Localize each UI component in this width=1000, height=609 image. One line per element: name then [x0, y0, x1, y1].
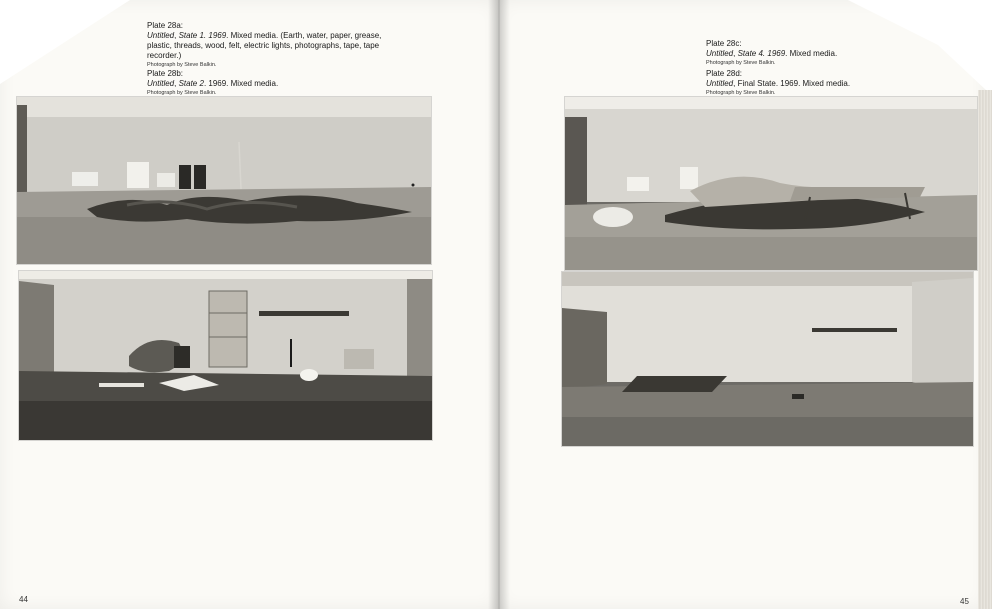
work-description: . Mixed media. (Earth, water, paper, grease, plastic, threads, wood, felt, electric lights, photographs, tape, tape recorder.)	[147, 31, 382, 60]
work-description: . 1969. Mixed media.	[775, 79, 851, 88]
work-state: State 4. 1969	[737, 49, 786, 58]
page-edges	[978, 90, 992, 609]
caption-plate-28d	[706, 69, 926, 97]
plate-description: Untitled, State 4. 1969. Mixed media.	[706, 49, 838, 58]
gallery-photo-state-2	[19, 271, 432, 440]
photo-plate-28c	[565, 97, 977, 270]
work-description: . 1969. Mixed media.	[203, 79, 279, 88]
photo-plate-28d	[562, 272, 973, 446]
work-state: Final State	[737, 79, 776, 88]
caption-plate-28c	[706, 39, 926, 67]
plate-description: Untitled, Final State. 1969. Mixed media.	[706, 79, 851, 88]
gallery-photo-final-state	[562, 272, 973, 446]
work-description: . Mixed media.	[785, 49, 838, 58]
photo-credit: Photograph by Steve Balkin.	[706, 60, 776, 66]
book-gutter	[488, 0, 510, 609]
page-number-left: 44	[19, 595, 28, 604]
page-number-right: 45	[960, 597, 969, 606]
work-title: Untitled	[706, 79, 734, 88]
caption-plate-28b	[147, 69, 382, 97]
gallery-photo-state-1	[17, 97, 431, 264]
gallery-photo-state-4	[565, 97, 977, 270]
plate-label: Plate 28a:	[147, 21, 184, 30]
plate-label: Plate 28c:	[706, 39, 742, 48]
photo-plate-28a	[17, 97, 431, 264]
plate-description: Untitled, State 1. 1969. Mixed media. (Earth, water, paper, grease, plastic, threads, wood, felt, electric lights, photographs, tape, tape recorder.)	[147, 31, 382, 60]
plate-label: Plate 28d:	[706, 69, 743, 78]
photo-credit: Photograph by Steve Balkin.	[147, 62, 217, 68]
photo-credit: Photograph by Steve Balkin.	[706, 90, 776, 96]
work-state: State 1. 1969	[178, 31, 227, 40]
caption-plate-28a	[147, 21, 382, 69]
work-title: Untitled	[147, 79, 175, 88]
plate-description: Untitled, State 2. 1969. Mixed media.	[147, 79, 279, 88]
photo-credit: Photograph by Steve Balkin.	[147, 90, 217, 96]
work-title: Untitled	[147, 31, 175, 40]
photo-plate-28b	[19, 271, 432, 440]
work-title: Untitled	[706, 49, 734, 58]
work-state: State 2	[178, 79, 204, 88]
plate-label: Plate 28b:	[147, 69, 184, 78]
